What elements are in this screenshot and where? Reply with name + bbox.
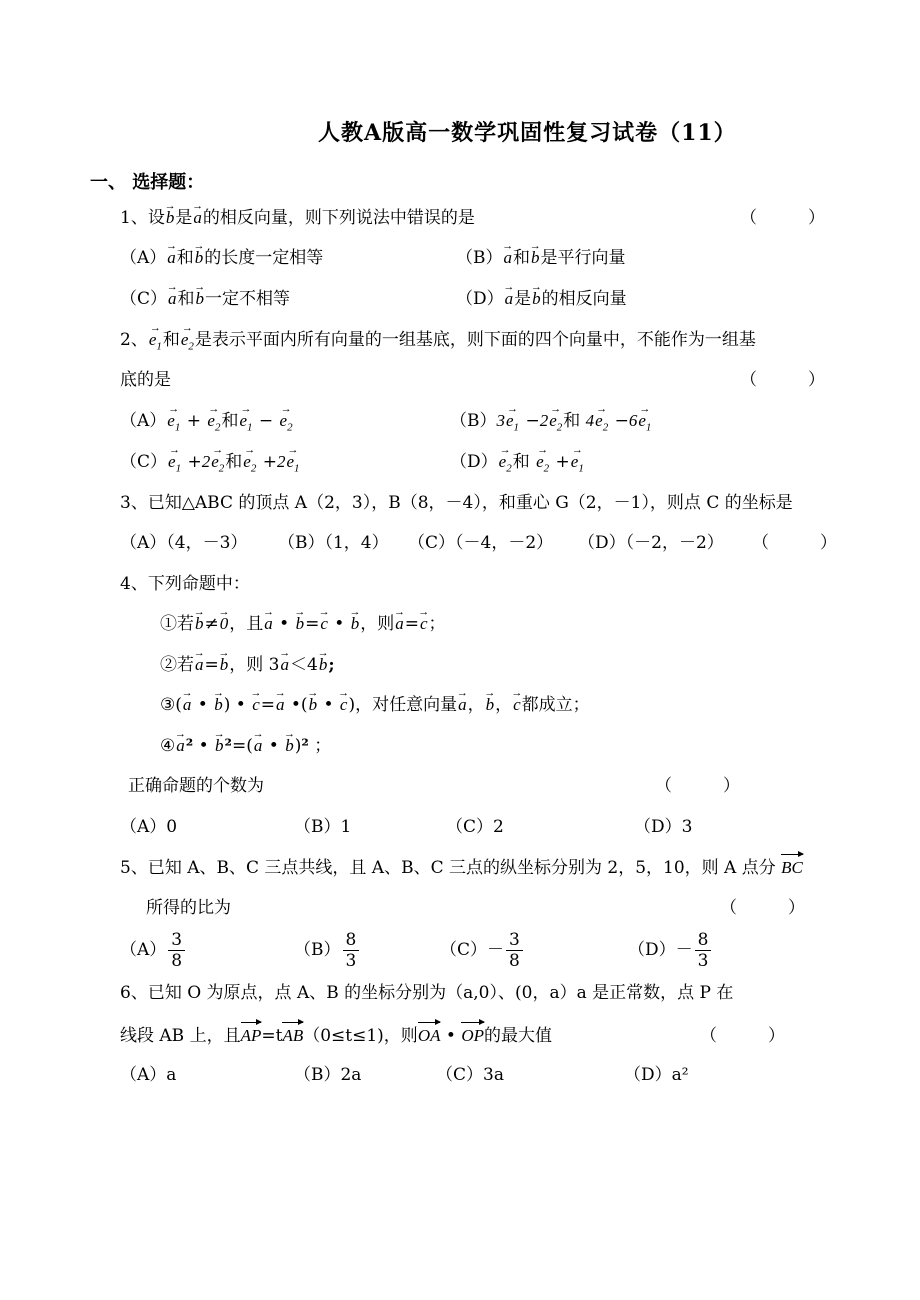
q4-option-b: （B）1	[294, 817, 352, 837]
q2-option-a: $(A)\to e_1$ + → $e_2$和→ $e_1$ − → $e_2$	[120, 409, 294, 439]
q6-option-d: （D）a²	[624, 1065, 689, 1085]
q6-option-b: （B）2a	[294, 1065, 362, 1085]
question-6: 6、已知 O 为原点，点 A、B 的坐标分别为（a,0）、(0，a）a 是正常数，点 P 在	[120, 983, 734, 1003]
q3-option-b: （B）（1，4）	[278, 533, 389, 553]
q3-option-c: （C）（－4，－2）	[408, 533, 554, 553]
q4-proposition-1: ①若→ b≠→ 0，且→ a • → b=→ c • → b，则→ a=→ c；	[160, 612, 446, 636]
q5-option-c: （C）－ $\frac{3}{8}$	[440, 930, 525, 971]
q4-option-d: （D）3	[634, 817, 693, 837]
vector-b: → b	[165, 206, 176, 230]
q2-option-c: $(C)\to e_1 +2\to e_2$和→ $e_2 +2\to e_1$	[120, 450, 301, 480]
q4-option-a: （A）0	[120, 817, 178, 837]
q4-ask: 正确命题的个数为	[128, 776, 264, 796]
question-2-cont: 底的是	[120, 370, 171, 390]
q5-option-b: （B） $\frac{8}{3}$	[294, 930, 361, 971]
question-2: 2、→ $e_1$和→ $e_2$是表示平面内所有向量的一组基底，则下面的四个向量中，不能作为一组基	[120, 328, 756, 358]
q5-option-d: （D）－ $\frac{8}{3}$	[628, 930, 713, 971]
q1-option-c: （C）→ a和→ b一定不相等	[120, 287, 290, 311]
answer-blank-3: （ ）	[752, 533, 837, 553]
q4-proposition-3: ③(→ a • → b) • → c=→ a •(→ b • → c)，对任意向量→ a，→ b，→ c都成立；	[160, 693, 590, 717]
question-4: 4、下列命题中：	[120, 574, 250, 594]
page-title: 人教A版高一数学巩固性复习试卷（11）	[318, 120, 737, 146]
q3-option-a: （A）（4，－3）	[120, 533, 248, 553]
question-3: 3、已知△ABC 的顶点 A（2，3），B（8，－4），和重心 G（2，－1），则点 C 的坐标是	[120, 493, 793, 513]
vector-a: → a	[192, 206, 203, 230]
q2-option-b: $(B)3\to e_1 -2\to e_2$和 $4\to e_2 -6\to e_1$	[450, 409, 652, 439]
question-5: 5、已知 A、B、C 三点共线，且 A、B、C 三点的纵坐标分别为 2，5，10，则 A 点分 BC	[120, 858, 803, 878]
question-6-cont: 线段 AB 上，且AP=tAB（0≤t≤1)，则OA • OP的最大值	[120, 1026, 552, 1046]
vector-bc: BC	[781, 856, 803, 880]
q1-option-a: （A）→ a和→ b的长度一定相等	[120, 246, 323, 270]
q4-proposition-2: ②若→ a=→ b，则 3→ a＜4→ b;	[160, 653, 335, 677]
q6-option-c: （C）3a	[436, 1065, 504, 1085]
q6-option-a: （A）a	[120, 1065, 177, 1085]
q5-option-a: （A） $\frac{3}{8}$	[120, 930, 187, 971]
q3-option-d: （D）（－2，－2）	[578, 533, 724, 553]
answer-blank-2: （ ）	[740, 370, 825, 390]
answer-blank-1: （ ）	[740, 208, 825, 228]
vector-e2: → $e_2$	[180, 328, 195, 358]
q1-option-d: （D）→ a是→ b的相反向量	[456, 287, 627, 311]
question-1: 1、设→ b是→ a的相反向量，则下列说法中错误的是	[120, 206, 475, 230]
q2-option-d: $(D)\to e_2$和 → $e_2 +\to e_1$	[450, 450, 585, 480]
question-5-cont: 所得的比为	[146, 898, 231, 918]
q1-option-b: （B）→ a和→ b是平行向量	[456, 246, 626, 270]
vector-e1: → $e_1$	[148, 328, 163, 358]
answer-blank-6: （ ）	[700, 1026, 785, 1046]
q4-proposition-4: ④→ a² • → b²=(→ a • → b)² ；	[160, 734, 331, 758]
answer-blank-4: （ ）	[655, 776, 740, 796]
section-heading: 一、 选择题：	[90, 172, 205, 193]
q4-option-c: （C）2	[446, 817, 504, 837]
answer-blank-5: （ ）	[720, 898, 805, 918]
